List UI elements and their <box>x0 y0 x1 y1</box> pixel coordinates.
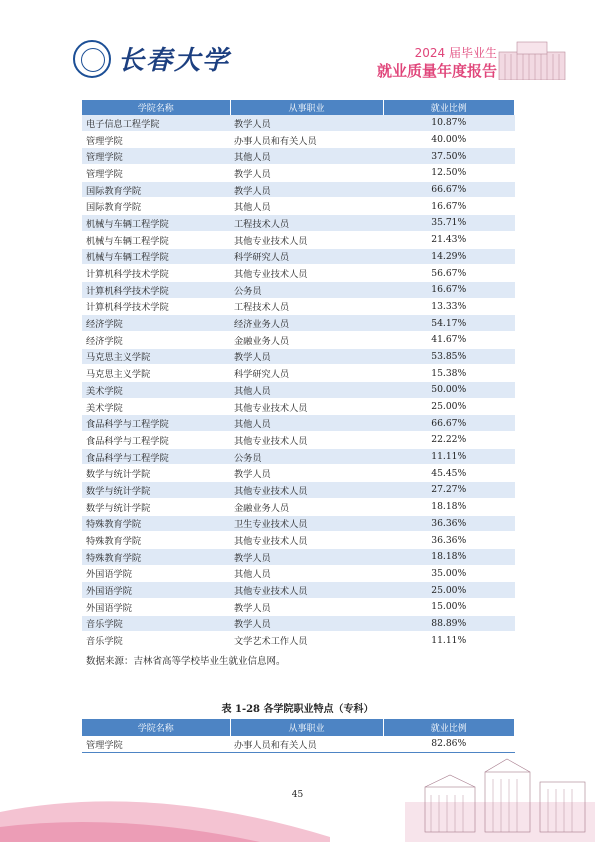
cell-ratio: 35.00% <box>383 565 515 582</box>
building-illustration-icon <box>497 40 567 80</box>
cell-occupation: 工程技术人员 <box>230 215 383 232</box>
cell-occupation: 教学人员 <box>230 165 383 182</box>
table-row <box>82 215 515 232</box>
cell-college: 特殊教育学院 <box>82 532 230 549</box>
cell-college: 国际教育学院 <box>82 181 230 198</box>
cell-ratio: 37.50% <box>383 148 515 165</box>
cell-college: 数学与统计学院 <box>82 498 230 515</box>
cell-ratio: 18.18% <box>383 498 515 515</box>
table-caption: 表 1-28 各学院职业特点（专科） <box>221 704 374 715</box>
cell-occupation: 其他人员 <box>230 382 383 399</box>
cell-ratio: 41.67% <box>383 331 515 348</box>
cell-occupation: 其他专业技术人员 <box>230 398 383 415</box>
cell-college: 机械与车辆工程学院 <box>82 248 230 265</box>
cell-college: 外国语学院 <box>82 565 230 582</box>
source-note: 数据来源：吉林省高等学校毕业生就业信息网。 <box>86 656 286 667</box>
cell-ratio: 66.67% <box>383 415 515 432</box>
cell-ratio: 56.67% <box>383 265 515 282</box>
cell-ratio: 21.43% <box>383 231 515 248</box>
report-title: 就业质量年度报告 <box>376 62 497 80</box>
cell-college: 食品科学与工程学院 <box>82 415 230 432</box>
cell-college: 机械与车辆工程学院 <box>82 215 230 232</box>
cell-ratio: 25.00% <box>383 398 515 415</box>
cell-occupation: 办事人员和有关人员 <box>230 131 383 148</box>
cell-occupation: 工程技术人员 <box>230 298 383 315</box>
cell-ratio: 12.50% <box>383 165 515 182</box>
cell-occupation: 金融业务人员 <box>230 498 383 515</box>
cell-college: 音乐学院 <box>82 632 230 649</box>
cell-occupation: 金融业务人员 <box>230 331 383 348</box>
table-row <box>82 231 515 248</box>
table-row <box>82 265 515 282</box>
cell-college: 管理学院 <box>82 736 230 752</box>
cell-occupation: 其他专业技术人员 <box>230 582 383 599</box>
table-row <box>82 248 515 265</box>
table-row <box>82 115 515 131</box>
table-row <box>82 131 515 148</box>
table-row <box>82 432 515 449</box>
col-header-occupation: 从事职业 <box>230 100 383 115</box>
cell-occupation: 经济业务人员 <box>230 315 383 332</box>
cell-occupation: 其他人员 <box>230 415 383 432</box>
col-header-college: 学院名称 <box>82 100 230 115</box>
cell-occupation: 卫生专业技术人员 <box>230 515 383 532</box>
occupation-table-main <box>82 100 515 649</box>
cell-occupation: 其他专业技术人员 <box>230 231 383 248</box>
table-row <box>82 448 515 465</box>
table-row <box>82 515 515 532</box>
cell-ratio: 53.85% <box>383 348 515 365</box>
cell-college: 计算机科学技术学院 <box>82 265 230 282</box>
cell-college: 外国语学院 <box>82 598 230 615</box>
cell-ratio: 18.18% <box>383 548 515 565</box>
col-header-ratio: 就业比例 <box>383 100 515 115</box>
cell-occupation: 教学人员 <box>230 615 383 632</box>
cell-ratio: 27.27% <box>383 482 515 499</box>
cell-occupation: 文学艺术工作人员 <box>230 632 383 649</box>
table-row <box>82 598 515 615</box>
cell-ratio: 16.67% <box>383 198 515 215</box>
table-row <box>82 465 515 482</box>
cell-occupation: 教学人员 <box>230 598 383 615</box>
table-header-row <box>82 100 515 115</box>
cell-ratio: 40.00% <box>383 131 515 148</box>
cell-ratio: 50.00% <box>383 382 515 399</box>
cell-occupation: 其他专业技术人员 <box>230 532 383 549</box>
cell-occupation: 其他专业技术人员 <box>230 432 383 449</box>
cell-college: 食品科学与工程学院 <box>82 448 230 465</box>
cell-ratio: 11.11% <box>383 632 515 649</box>
cell-occupation: 公务员 <box>230 281 383 298</box>
cell-college: 管理学院 <box>82 165 230 182</box>
cell-ratio: 35.71% <box>383 215 515 232</box>
cell-occupation: 教学人员 <box>230 115 383 131</box>
cell-college: 管理学院 <box>82 148 230 165</box>
cell-occupation: 教学人员 <box>230 181 383 198</box>
cell-occupation: 办事人员和有关人员 <box>230 736 383 752</box>
cell-college: 计算机科学技术学院 <box>82 281 230 298</box>
cell-ratio: 14.29% <box>383 248 515 265</box>
cell-ratio: 13.33% <box>383 298 515 315</box>
cell-ratio: 11.11% <box>383 448 515 465</box>
table-row <box>82 582 515 599</box>
table-row <box>82 498 515 515</box>
cell-college: 数学与统计学院 <box>82 482 230 499</box>
cell-college: 特殊教育学院 <box>82 548 230 565</box>
table-row <box>82 148 515 165</box>
cell-ratio: 36.36% <box>383 532 515 549</box>
table-row <box>82 382 515 399</box>
cell-college: 音乐学院 <box>82 615 230 632</box>
table-row <box>82 548 515 565</box>
table-row <box>82 281 515 298</box>
col-header-college: 学院名称 <box>82 719 230 736</box>
cell-ratio: 16.67% <box>383 281 515 298</box>
col-header-ratio: 就业比例 <box>383 719 515 736</box>
table-row <box>82 165 515 182</box>
page-header <box>0 0 595 95</box>
table-row <box>82 298 515 315</box>
cell-ratio: 10.87% <box>383 115 515 131</box>
table-header-row <box>82 719 515 736</box>
cell-occupation: 科学研究人员 <box>230 365 383 382</box>
cell-college: 数学与统计学院 <box>82 465 230 482</box>
cell-college: 经济学院 <box>82 315 230 332</box>
table-row <box>82 615 515 632</box>
university-seal-icon <box>73 40 111 78</box>
table-row <box>82 565 515 582</box>
cell-college: 美术学院 <box>82 382 230 399</box>
cell-college: 机械与车辆工程学院 <box>82 231 230 248</box>
cell-ratio: 66.67% <box>383 181 515 198</box>
cell-college: 管理学院 <box>82 131 230 148</box>
cell-occupation: 教学人员 <box>230 548 383 565</box>
cell-college: 计算机科学技术学院 <box>82 298 230 315</box>
table-row <box>82 198 515 215</box>
cell-ratio: 15.00% <box>383 598 515 615</box>
table-row <box>82 181 515 198</box>
cell-ratio: 15.38% <box>383 365 515 382</box>
page-number: 45 <box>291 790 304 800</box>
university-logo-text: 长春大学 <box>118 46 231 76</box>
cell-ratio: 22.22% <box>383 432 515 449</box>
table-row <box>82 415 515 432</box>
cell-ratio: 45.45% <box>383 465 515 482</box>
cell-college: 经济学院 <box>82 331 230 348</box>
cell-college: 电子信息工程学院 <box>82 115 230 131</box>
report-year: 2024 届毕业生 <box>414 46 497 60</box>
cell-college: 美术学院 <box>82 398 230 415</box>
cell-ratio: 88.89% <box>383 615 515 632</box>
cell-college: 食品科学与工程学院 <box>82 432 230 449</box>
cell-college: 马克思主义学院 <box>82 348 230 365</box>
table-row <box>82 632 515 649</box>
cell-occupation: 科学研究人员 <box>230 248 383 265</box>
cell-occupation: 公务员 <box>230 448 383 465</box>
table-row <box>82 532 515 549</box>
cell-ratio: 54.17% <box>383 315 515 332</box>
cell-occupation: 教学人员 <box>230 465 383 482</box>
cell-college: 国际教育学院 <box>82 198 230 215</box>
cell-occupation: 其他专业技术人员 <box>230 482 383 499</box>
table-row <box>82 348 515 365</box>
table-row <box>82 315 515 332</box>
cell-college: 特殊教育学院 <box>82 515 230 532</box>
cell-ratio: 82.86% <box>383 736 515 752</box>
cell-ratio: 36.36% <box>383 515 515 532</box>
table-row <box>82 482 515 499</box>
cell-occupation: 其他人员 <box>230 148 383 165</box>
cell-college: 马克思主义学院 <box>82 365 230 382</box>
campus-illustration-icon <box>405 747 595 842</box>
table-row <box>82 398 515 415</box>
col-header-occupation: 从事职业 <box>230 719 383 736</box>
cell-occupation: 其他人员 <box>230 565 383 582</box>
cell-college: 外国语学院 <box>82 582 230 599</box>
cell-occupation: 其他人员 <box>230 198 383 215</box>
cell-ratio: 25.00% <box>383 582 515 599</box>
cell-occupation: 教学人员 <box>230 348 383 365</box>
table-row <box>82 365 515 382</box>
table-row <box>82 331 515 348</box>
cell-occupation: 其他专业技术人员 <box>230 265 383 282</box>
table-body <box>82 115 515 649</box>
